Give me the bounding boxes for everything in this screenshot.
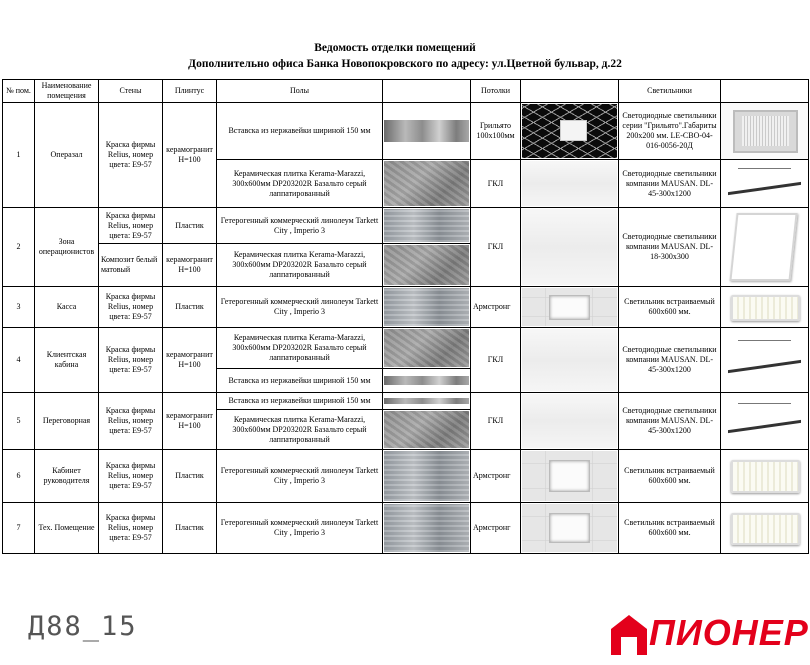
lights-cell: Светодиодные светильники серии "Грильято".Габариты 200х200 мм. LE-CBO-04-016-0056-20Д bbox=[619, 103, 721, 160]
walls-cell: Краска фирмы Relius, номер цвета: E9-57 bbox=[99, 328, 163, 393]
lights-cell: Светодиодные светильники компании MAUSAN. DL-18-300х300 bbox=[619, 208, 721, 287]
ceiling-cell: Армстронг bbox=[471, 450, 521, 503]
floor-image-steel bbox=[383, 103, 471, 160]
table-row bbox=[3, 103, 809, 160]
plinth-cell: керамогранит H=100 bbox=[163, 244, 217, 287]
ceiling-image-gkl bbox=[521, 160, 619, 208]
floor-image-linoleum bbox=[383, 503, 471, 554]
floor-cell: Вставска из нержавейки шириной 150 мм bbox=[217, 369, 383, 393]
room-number: 4 bbox=[3, 328, 35, 393]
light-image-linear bbox=[721, 328, 809, 393]
ceiling-image-armstrong bbox=[521, 450, 619, 503]
table-row bbox=[3, 503, 809, 554]
header-num: № пом. bbox=[3, 80, 35, 103]
floor-image-linoleum bbox=[383, 208, 471, 244]
walls-cell: Краска фирмы Relius, номер цвета: E9-57 bbox=[99, 103, 163, 208]
room-number: 1 bbox=[3, 103, 35, 208]
ceiling-image-gkl bbox=[521, 393, 619, 450]
floor-image-tile bbox=[383, 328, 471, 369]
ceiling-image-armstrong bbox=[521, 287, 619, 328]
document-title: Ведомость отделки помещений bbox=[314, 42, 476, 54]
plinth-cell: керамогранит H=100 bbox=[163, 103, 217, 208]
room-number: 5 bbox=[3, 393, 35, 450]
floor-cell: Вставска из нержавейки шириной 150 мм bbox=[217, 103, 383, 160]
header-name: Наименование помещения bbox=[35, 80, 99, 103]
floor-cell: Гетерогенный коммерческий линолеум Tarkett City , Imperio 3 bbox=[217, 450, 383, 503]
light-image-linear bbox=[721, 393, 809, 450]
header-plinth: Плинтус bbox=[163, 80, 217, 103]
ceiling-cell: Грильято 100х100мм bbox=[471, 103, 521, 160]
walls-cell: Краска фирмы Relius, номер цвета: E9-57 bbox=[99, 393, 163, 450]
floor-cell: Гетерогенный коммерческий линолеум Tarkett City , Imperio 3 bbox=[217, 503, 383, 554]
table-row bbox=[3, 287, 809, 328]
table-row bbox=[3, 208, 809, 244]
floor-image-tile bbox=[383, 244, 471, 287]
ceiling-image-grilyato bbox=[521, 103, 619, 160]
plinth-cell: керамогранит H=100 bbox=[163, 328, 217, 393]
ceiling-cell: ГКЛ bbox=[471, 208, 521, 287]
floor-cell: Керамическая плитка Kerama-Marazzi, 300х600мм DP203202R Базальто серый лаппатированный bbox=[217, 244, 383, 287]
header-floor-image bbox=[383, 80, 471, 103]
light-image-recessed bbox=[721, 450, 809, 503]
floor-cell: Гетерогенный коммерческий линолеум Tarkett City , Imperio 3 bbox=[217, 208, 383, 244]
light-image-recessed bbox=[721, 287, 809, 328]
company-logo bbox=[609, 607, 809, 663]
floor-image-linoleum bbox=[383, 287, 471, 328]
ceiling-cell: Армстронг bbox=[471, 503, 521, 554]
plinth-cell: керамогранит H=100 bbox=[163, 393, 217, 450]
lights-cell: Светильник встраиваемый 600х600 мм. bbox=[619, 450, 721, 503]
floor-cell: Вставска из нержавейки шириной 150 мм bbox=[217, 393, 383, 410]
room-number: 2 bbox=[3, 208, 35, 287]
ceiling-cell: ГКЛ bbox=[471, 160, 521, 208]
ceiling-cell: Армстронг bbox=[471, 287, 521, 328]
floor-cell: Керамическая плитка Kerama-Marazzi, 300х600мм DP203202R Базальто серый лаппатированный bbox=[217, 328, 383, 369]
lights-cell: Светодиодные светильники компании MAUSAN. DL-45-300х1200 bbox=[619, 160, 721, 208]
table-row bbox=[3, 393, 809, 410]
floor-image-tile bbox=[383, 410, 471, 450]
lights-cell: Светильник встраиваемый 600х600 мм. bbox=[619, 287, 721, 328]
logo-text: ПИОНЕР bbox=[649, 612, 809, 653]
header-ceilings: Потолки bbox=[471, 80, 521, 103]
document-subtitle: Дополнительно офиса Банка Новопокровского по адресу: ул.Цветной бульвар, д.22 bbox=[188, 58, 622, 70]
header-ceiling-image bbox=[521, 80, 619, 103]
header-walls: Стены bbox=[99, 80, 163, 103]
floor-image-steel bbox=[383, 393, 471, 410]
table-row bbox=[3, 450, 809, 503]
ceiling-cell: ГКЛ bbox=[471, 393, 521, 450]
room-name: Тех. Помещение bbox=[35, 503, 99, 554]
room-number: 3 bbox=[3, 287, 35, 328]
ceiling-image-gkl bbox=[521, 328, 619, 393]
ceiling-cell: ГКЛ bbox=[471, 328, 521, 393]
walls-cell: Краска фирмы Relius, номер цвета: E9-57 bbox=[99, 208, 163, 244]
project-code: Д88_15 bbox=[28, 611, 138, 642]
floor-image-linoleum bbox=[383, 450, 471, 503]
walls-cell: Композит белый матовый bbox=[99, 244, 163, 287]
floor-cell: Гетерогенный коммерческий линолеум Tarkett City , Imperio 3 bbox=[217, 287, 383, 328]
header-row bbox=[3, 80, 809, 103]
room-name: Касса bbox=[35, 287, 99, 328]
floor-image-tile bbox=[383, 160, 471, 208]
document-header bbox=[0, 40, 810, 73]
plinth-cell: Пластик bbox=[163, 208, 217, 244]
room-name: Кабинет руководителя bbox=[35, 450, 99, 503]
light-image-recessed bbox=[721, 503, 809, 554]
header-light-image bbox=[721, 80, 809, 103]
ceiling-image-gkl bbox=[521, 208, 619, 287]
room-number: 6 bbox=[3, 450, 35, 503]
lights-cell: Светильник встраиваемый 600х600 мм. bbox=[619, 503, 721, 554]
walls-cell: Краска фирмы Relius, номер цвета: E9-57 bbox=[99, 287, 163, 328]
walls-cell: Краска фирмы Relius, номер цвета: E9-57 bbox=[99, 450, 163, 503]
header-lights: Светильники bbox=[619, 80, 721, 103]
lights-cell: Светодиодные светильники компании MAUSAN. DL-45-300х1200 bbox=[619, 328, 721, 393]
floor-cell: Керамическая плитка Kerama-Marazzi, 300х600мм DP203202R Базальто серый лаппатированный bbox=[217, 160, 383, 208]
finishing-schedule-table bbox=[2, 79, 809, 554]
lights-cell: Светодиодные светильники компании MAUSAN. DL-45-300х1200 bbox=[619, 393, 721, 450]
house-icon bbox=[609, 611, 649, 661]
floor-cell: Керамическая плитка Kerama-Marazzi, 300х600мм DP203202R Базальто серый лаппатированный bbox=[217, 410, 383, 450]
room-name: Клиентская кабина bbox=[35, 328, 99, 393]
light-image-grilyato bbox=[721, 103, 809, 160]
header-floors: Полы bbox=[217, 80, 383, 103]
room-name: Зона операционистов bbox=[35, 208, 99, 287]
light-image-linear bbox=[721, 160, 809, 208]
light-image-square-panel bbox=[721, 208, 809, 287]
plinth-cell: Пластик bbox=[163, 503, 217, 554]
walls-cell: Краска фирмы Relius, номер цвета: E9-57 bbox=[99, 503, 163, 554]
floor-image-steel bbox=[383, 369, 471, 393]
room-number: 7 bbox=[3, 503, 35, 554]
plinth-cell: Пластик bbox=[163, 287, 217, 328]
room-name: Операзал bbox=[35, 103, 99, 208]
ceiling-image-armstrong bbox=[521, 503, 619, 554]
table-row bbox=[3, 328, 809, 369]
room-name: Переговорная bbox=[35, 393, 99, 450]
plinth-cell: Пластик bbox=[163, 450, 217, 503]
